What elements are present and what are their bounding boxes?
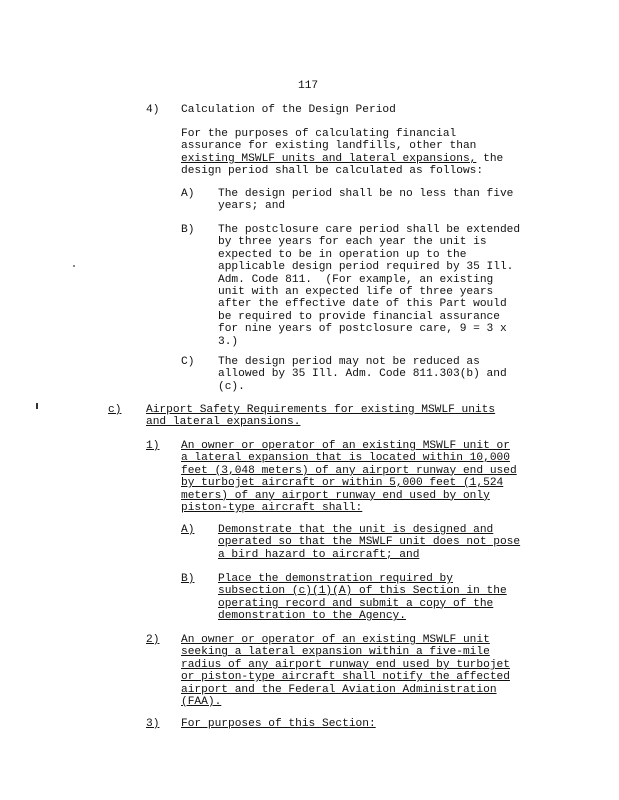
text-line: meters) of any airport runway end used by only — [181, 489, 490, 502]
text-line: operating record and submit a copy of the — [218, 597, 494, 610]
text-line: years; and — [218, 200, 286, 213]
text-line: airport and the Federal Aviation Administration — [181, 683, 497, 696]
intro-line: assurance for existing landfills, other than — [181, 140, 477, 153]
item-4b-text — [218, 224, 520, 348]
item-4a-text — [218, 188, 513, 213]
item-c3-label: 3) — [146, 718, 160, 730]
margin-speck — [73, 265, 75, 267]
margin-mark — [36, 403, 38, 409]
item-c2-label: 2) — [146, 634, 160, 646]
text-line: by turbojet aircraft or within 5,000 feet (1,524 — [181, 477, 504, 490]
text-line: The postclosure care period shall be extended — [218, 224, 521, 236]
page-number: 117 — [298, 80, 319, 92]
text-line: feet (3,048 meters) of any airport runway end used — [181, 464, 517, 477]
text-line: demonstration to the Agency. — [218, 610, 406, 623]
item-4-label: 4) — [146, 104, 160, 116]
text-line: be required to provide financial assurance — [218, 310, 500, 323]
item-4b-label: B) — [181, 224, 195, 236]
text-line: An owner or operator of an existing MSWLF unit or — [181, 440, 510, 452]
text-line: Place the demonstration required by — [218, 573, 453, 585]
text-line: unit with an expected life of three years — [218, 286, 494, 299]
text-line: Adm. Code 811. (For example, an existing — [218, 273, 494, 286]
text-line: by three years for each year the unit is — [218, 236, 487, 249]
item-c1a-text — [218, 524, 520, 561]
text-line: The design period may not be reduced as — [218, 356, 480, 368]
intro-tail: the — [476, 152, 504, 165]
text-line: for nine years of postclosure care, 9 = 3 x — [218, 323, 507, 336]
item-c2-text — [181, 634, 510, 708]
item-4a-label: A) — [181, 188, 195, 200]
item-4c-text — [218, 356, 507, 393]
item-c1b-label: B) — [181, 573, 195, 585]
text-line: An owner or operator of an existing MSWLF unit — [181, 634, 490, 646]
text-line: Demonstrate that the unit is designed and — [218, 524, 494, 536]
item-c1-label: 1) — [146, 440, 160, 452]
text-line: subsection (c)(1)(A) of this Section in the — [218, 585, 507, 598]
section-c-heading — [146, 404, 495, 429]
intro-line: For the purposes of calculating financial — [181, 128, 457, 140]
text-line: or piston-type aircraft shall notify the affected — [181, 671, 510, 684]
text-line: expected to be in operation up to the — [218, 248, 467, 261]
intro-underlined-text: existing MSWLF units and lateral expansions, — [181, 152, 477, 165]
text-line: operated so that the MSWLF unit does not pose — [218, 536, 521, 549]
item-c1a-label: A) — [181, 524, 195, 536]
text-line: The design period shall be no less than five — [218, 188, 514, 200]
intro-line: design period shall be calculated as follows: — [181, 165, 484, 178]
text-line: radius of any airport runway end used by turbojet — [181, 658, 510, 671]
heading-line: and lateral expansions. — [146, 416, 301, 429]
text-line: allowed by 35 Ill. Adm. Code 811.303(b) and — [218, 368, 507, 381]
text-line: (c). — [218, 380, 245, 393]
text-line: a lateral expansion that is located within 10,000 — [181, 452, 510, 465]
item-c1-text — [181, 440, 517, 514]
text-line: after the effective date of this Part would — [218, 298, 507, 311]
text-line: (FAA). — [181, 696, 222, 709]
text-line: piston-type aircraft shall: — [181, 502, 363, 515]
heading-line: Airport Safety Requirements for existing MSWLF units — [146, 404, 496, 416]
item-4-intro — [181, 128, 503, 178]
section-c-label: c) — [108, 404, 122, 416]
item-c3-text: For purposes of this Section: — [181, 718, 376, 730]
text-line: applicable design period required by 35 Ill. — [218, 261, 514, 274]
item-4-heading: Calculation of the Design Period — [181, 104, 396, 116]
item-4c-label: C) — [181, 356, 195, 368]
text-line: seeking a lateral expansion within a five-mile — [181, 646, 490, 659]
item-c1b-text — [218, 573, 507, 623]
text-line: a bird hazard to aircraft; and — [218, 548, 420, 561]
intro-line — [181, 153, 503, 165]
text-line: 3.) — [218, 335, 239, 348]
